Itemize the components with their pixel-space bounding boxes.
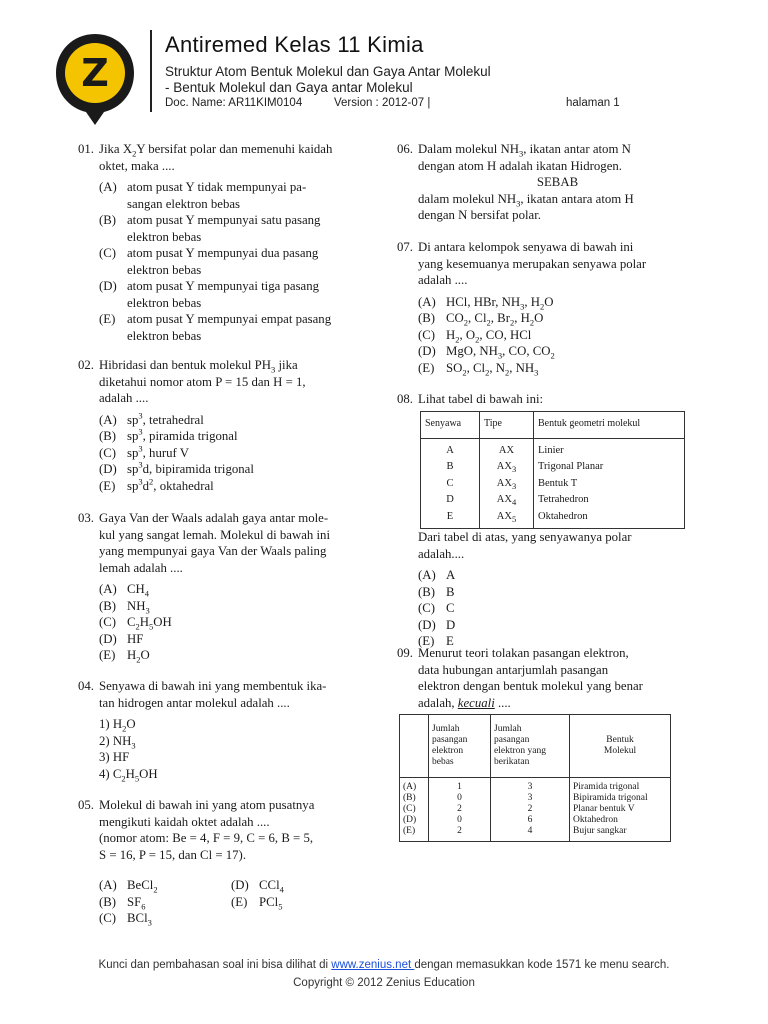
option-e[interactable]: (E) PCl$_5$ bbox=[231, 894, 283, 912]
option-b[interactable]: (B) $SF_6$ bbox=[99, 894, 146, 912]
table-row: (D) 0 6 Oktahedron bbox=[400, 815, 671, 826]
option-c[interactable]: (C) BCl$_3$ bbox=[99, 911, 152, 928]
question-09 bbox=[397, 645, 697, 842]
question-stem-line: elektron dengan bentuk molekul yang benar bbox=[418, 679, 643, 693]
question-number: 03. bbox=[78, 511, 94, 525]
option-c[interactable]: (C) $sp^3$, huruf V bbox=[99, 443, 189, 460]
question-stem: Jika $X_2Y$ bersifat polar dan memenuhi kaidah bbox=[99, 142, 333, 159]
table-row: A AX Linier bbox=[421, 438, 685, 459]
page-number: halaman 1 bbox=[566, 97, 620, 109]
option-e[interactable]: (E) E bbox=[418, 634, 454, 648]
option-d[interactable]: (D) CCl$_4$ bbox=[231, 878, 284, 895]
electron-pair-table bbox=[399, 714, 671, 842]
header-divider bbox=[150, 30, 152, 112]
question-08 bbox=[397, 391, 697, 650]
option-a[interactable]: (A) HCl, HBr, $NH_3$, $H_2O$ bbox=[418, 294, 554, 312]
table-row: (C) 2 2 Planar bentuk V bbox=[400, 804, 671, 815]
question-stem-line: adalah, kecuali .... bbox=[418, 695, 511, 710]
logo-letter: Z bbox=[81, 51, 109, 95]
option-d[interactable]: (D) D bbox=[418, 617, 456, 632]
question-stem-line: data hubungan antarjumlah pasangan bbox=[418, 662, 609, 677]
option-d[interactable]: (D) atom pusat Y mempunyai tiga pasang elektron bebas bbox=[99, 279, 320, 310]
zenius-logo bbox=[52, 31, 138, 127]
table-row: (B) 0 3 Bipiramida trigonal bbox=[400, 793, 671, 804]
question-number: 02. bbox=[78, 358, 94, 372]
question-stem-line: lemah adalah .... bbox=[99, 560, 183, 575]
zenius-link[interactable]: www.zenius.net bbox=[331, 959, 415, 971]
option-c[interactable]: (C) atom pusat Y mempunyai dua pasang elektron bebas bbox=[99, 246, 319, 277]
question-stem-line: S = 16, P = 15, dan Cl = 17). bbox=[99, 847, 247, 862]
question-07 bbox=[397, 239, 697, 376]
question-stem-line: kul yang sangat lemah. Molekul di bawah ini bbox=[99, 527, 331, 542]
option-a[interactable]: (A) $sp^3$, tetrahedral bbox=[99, 410, 204, 427]
footer-note: Kunci dan pembahasan soal ini bisa dilihat di www.zenius.net dengan memasukkan kode 1571 ke menu search. bbox=[98, 959, 670, 971]
question-number: 01. bbox=[78, 142, 94, 156]
question-stem-line: (nomor atom: Be = 4, F = 9, C = 6, B = 5, bbox=[99, 831, 314, 845]
question-number: 06. bbox=[397, 142, 413, 156]
table-row: E $AX_5$ Oktahedron bbox=[421, 509, 685, 529]
question-stem-line: yang kesemuanya merupakan senyawa polar bbox=[418, 256, 647, 271]
question-stem-line: Molekul di bawah ini yang atom pusatnya bbox=[99, 798, 315, 812]
question-number: 09. bbox=[397, 646, 413, 660]
question-number: 04. bbox=[78, 679, 94, 693]
question-04 bbox=[78, 678, 378, 782]
doc-name: Doc. Name: AR11KIM0104 bbox=[165, 97, 303, 109]
list-item: 2) $NH_3$ bbox=[99, 733, 136, 751]
option-a[interactable]: (A) A bbox=[418, 568, 456, 582]
question-stem-line: mengikuti kaidah oktet adalah .... bbox=[99, 814, 270, 829]
geometry-table bbox=[420, 411, 685, 530]
option-d[interactable]: (D) MgO, $NH_3$, CO, $CO_2$ bbox=[418, 344, 555, 361]
option-e[interactable]: (E) atom pusat Y mempunyai empat pasang elektron bebas bbox=[99, 312, 332, 343]
question-stem-line: yang mempunyai gaya Van der Waals paling bbox=[99, 544, 327, 558]
option-e[interactable]: (E) $sp^3d^2$, oktahedral bbox=[99, 476, 214, 493]
option-b[interactable]: (B) $sp^3$, piramida trigonal bbox=[99, 426, 238, 443]
page-subtitle-2: - Bentuk Molekul dan Gaya antar Molekul bbox=[165, 80, 413, 95]
doc-version: Version : 2012-07 | bbox=[334, 97, 431, 109]
option-a[interactable]: (A) BeCl$_2$ bbox=[99, 878, 158, 895]
option-c[interactable]: (C) $C_2H_5OH$ bbox=[99, 615, 172, 632]
table-header: Jumlah pasangan elektron yang berikatan bbox=[491, 715, 570, 778]
option-b[interactable]: (B) B bbox=[418, 584, 455, 599]
option-d[interactable]: (D) HF bbox=[99, 631, 144, 646]
table-header: Senyawa bbox=[421, 411, 480, 438]
table-header: Bentuk Molekul bbox=[570, 715, 671, 778]
table-header: Tipe bbox=[480, 411, 534, 438]
table-row: B $AX_3$ Trigonal Planar bbox=[421, 459, 685, 476]
question-number: 07. bbox=[397, 240, 413, 254]
question-stem-line: Di antara kelompok senyawa di bawah ini bbox=[418, 240, 634, 254]
question-stem-line: adalah .... bbox=[99, 391, 149, 405]
question-number: 08. bbox=[397, 392, 413, 406]
question-03 bbox=[78, 510, 378, 664]
option-a[interactable]: (A) $CH_4$ bbox=[99, 582, 150, 599]
option-e[interactable]: (E) $H_2O$ bbox=[99, 648, 150, 665]
question-stem: Dalam molekul $NH_3$, ikatan antar atom N bbox=[418, 142, 631, 159]
option-a[interactable]: (A) atom pusat Y tidak mempunyai pa- sangan elektron bebas bbox=[99, 180, 307, 211]
question-stem: Hibridasi dan bentuk molekul $PH_3$ jika bbox=[99, 358, 298, 375]
question-stem-line: dengan N bersifat polar. bbox=[418, 208, 541, 222]
page-subtitle: Struktur Atom Bentuk Molekul dan Gaya Antar Molekul bbox=[165, 64, 491, 79]
question-05 bbox=[78, 797, 378, 927]
copyright: Copyright © 2012 Zenius Education bbox=[293, 977, 475, 989]
question-stem-line: Gaya Van der Waals adalah gaya antar mole- bbox=[99, 511, 329, 525]
question-number: 05. bbox=[78, 798, 94, 812]
table-header: Jumlah pasangan elektron bebas bbox=[429, 715, 491, 778]
question-stem: Lihat tabel di bawah ini: bbox=[418, 392, 544, 406]
question-stem-line: Senyawa di bawah ini yang membentuk ika- bbox=[99, 679, 327, 693]
question-06 bbox=[397, 141, 697, 224]
question-stem-line: diketahui nomor atom P = 15 dan H = 1, bbox=[99, 374, 306, 389]
table-row: D $AX_4$ Tetrahedron bbox=[421, 492, 685, 509]
question-stem-line: adalah .... bbox=[418, 273, 468, 287]
sebab-label: SEBAB bbox=[536, 175, 579, 189]
table-header: Bentuk geometri molekul bbox=[534, 411, 685, 438]
option-e[interactable]: (E) $SO_2$, $Cl_2$, $N_2$, $NH_3$ bbox=[418, 360, 539, 378]
question-01 bbox=[78, 141, 378, 344]
question-stem-line: dengan atom H adalah ikatan Hidrogen. bbox=[418, 158, 622, 173]
option-d[interactable]: (D) $sp^3d$, bipiramida trigonal bbox=[99, 459, 254, 476]
list-item: 3) HF bbox=[99, 750, 130, 764]
question-02 bbox=[78, 357, 378, 494]
list-item: 4) $C_2H_5OH$ bbox=[99, 766, 158, 784]
option-c[interactable]: (C) C bbox=[418, 601, 455, 615]
question-stem-line: dalam molekul $NH_3$, ikatan antara atom H bbox=[418, 191, 634, 209]
option-b[interactable]: (B) $CO_2$, $Cl_2$, $Br_2$, $H_2O$ bbox=[418, 311, 544, 328]
list-item: 1) $H_2O$ bbox=[99, 717, 136, 734]
option-b[interactable]: (B) $NH_3$ bbox=[99, 598, 150, 616]
question-stem-line: tan hidrogen antar molekul adalah .... bbox=[99, 695, 290, 710]
kecuali-emphasis: kecuali bbox=[457, 695, 495, 710]
question-stem-line: oktet, maka .... bbox=[99, 158, 175, 173]
question-stem-line: Menurut teori tolakan pasangan elektron, bbox=[418, 646, 629, 660]
question-stem-line: Dari tabel di atas, yang senyawanya polar bbox=[418, 530, 632, 544]
question-stem-line: adalah.... bbox=[418, 546, 465, 561]
option-b[interactable]: (B) atom pusat Y mempunyai satu pasang elektron bebas bbox=[99, 213, 321, 244]
option-c[interactable]: (C) $H_2$, $O_2$, CO, HCl bbox=[418, 327, 532, 345]
table-row: C $AX_3$ Bentuk T bbox=[421, 476, 685, 493]
page-title: Antiremed Kelas 11 Kimia bbox=[165, 32, 424, 57]
table-row: (A) 1 3 Piramida trigonal bbox=[400, 778, 671, 794]
table-row: (E) 2 4 Bujur sangkar bbox=[400, 826, 671, 842]
